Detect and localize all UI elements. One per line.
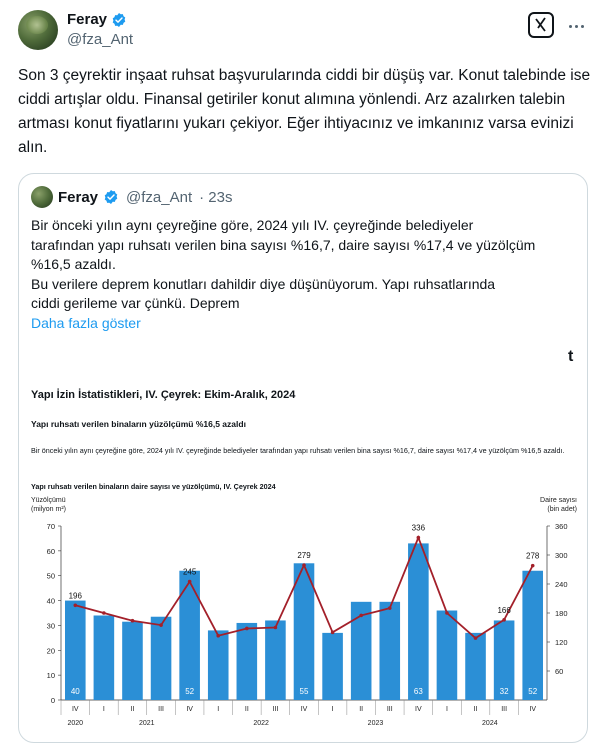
chart-bar <box>408 543 429 700</box>
report-title: Yapı İzin İstatistikleri, IV. Çeyrek: Ekim-Aralık, 2024 <box>31 389 296 401</box>
line-point <box>73 603 77 607</box>
left-tick-label: 60 <box>46 546 55 556</box>
bar-data-label: 52 <box>528 687 538 696</box>
left-tick-label: 30 <box>46 621 55 631</box>
quoted-tweet-body <box>31 216 576 314</box>
quoted-timestamp: · 23s <box>199 188 233 206</box>
chart-bar <box>437 611 458 700</box>
line-point <box>159 623 163 627</box>
quoted-text-line: Bir önceki yılın aynı çeyreğine göre, 2024 yılı IV. çeyreğinde belediyeler <box>31 217 474 233</box>
verified-badge-icon <box>111 12 127 28</box>
right-tick-label: 120 <box>555 638 568 647</box>
right-tick-label: 360 <box>555 522 568 531</box>
quoted-author-name: Feray <box>58 188 99 206</box>
chart-bar <box>94 615 115 700</box>
line-data-label: 279 <box>297 551 311 561</box>
line-point <box>359 614 363 618</box>
author-handle[interactable]: @fza_Ant <box>67 31 134 48</box>
right-tick-label: 300 <box>555 551 568 560</box>
x-tick-label: III <box>386 706 393 713</box>
x-year-label: 2020 <box>67 720 84 727</box>
cropped-glyph: t <box>568 348 574 365</box>
chart-bar <box>322 633 343 700</box>
tweet-header <box>18 10 598 54</box>
x-tick-label: I <box>445 706 448 713</box>
quoted-text-line: Bu verilere deprem konutları dahildir diye düşünüyorum. Yapı ruhsatlarında <box>31 275 496 292</box>
x-tick-label: IV <box>415 706 422 713</box>
x-tick-label: I <box>217 706 220 713</box>
right-tick-label: 180 <box>555 609 568 618</box>
line-point <box>388 606 392 610</box>
left-tick-label: 10 <box>46 671 55 681</box>
bar-data-label: 55 <box>299 687 309 696</box>
x-tick-label: I <box>331 706 334 713</box>
quoted-author-handle: @fza_Ant <box>126 188 193 206</box>
left-tick-label: 40 <box>46 596 55 606</box>
line-point <box>216 634 220 638</box>
report-subtitle: Yapı ruhsatı verilen binaların yüzölçümü %16,5 azaldı <box>31 419 246 429</box>
line-point <box>445 611 449 615</box>
chart-title: Yapı ruhsatı verilen binaların daire sayısı ve yüzölçümü, IV. Çeyrek 2024 <box>31 482 276 491</box>
line-point <box>417 536 421 540</box>
chart-bar <box>522 571 543 700</box>
line-point <box>245 627 249 631</box>
line-point <box>131 619 135 623</box>
x-tick-label: II <box>130 706 135 713</box>
line-data-label: 196 <box>68 591 82 601</box>
x-year-label: 2024 <box>482 720 498 727</box>
more-options-icon[interactable] <box>564 14 588 38</box>
quoted-text-line: tarafından yapı ruhsatı verilen bina sayısı %16,7, daire sayısı %17,4 ve yüzölçüm <box>31 236 536 253</box>
grok-icon[interactable] <box>528 12 554 38</box>
x-tick-label: IV <box>529 706 537 713</box>
x-tick-label: II <box>359 706 364 713</box>
bar-data-label: 40 <box>70 687 80 696</box>
bar-data-label: 63 <box>413 687 423 696</box>
line-point <box>502 618 506 622</box>
line-point <box>274 626 278 630</box>
line-data-label: 245 <box>182 567 197 577</box>
line-point <box>331 631 335 635</box>
x-tick-label: III <box>501 706 508 713</box>
x-tick-label: III <box>272 706 279 713</box>
line-point <box>188 580 192 584</box>
author-avatar[interactable] <box>18 10 58 50</box>
x-year-label: 2022 <box>253 720 269 727</box>
chart-bar <box>265 620 286 700</box>
x-tick-label: IV <box>186 706 193 713</box>
show-more-link[interactable]: Daha fazla göster <box>31 315 141 331</box>
line-point <box>302 563 306 567</box>
chart-bar <box>122 622 143 700</box>
right-tick-label: 240 <box>555 580 568 589</box>
x-year-label: 2021 <box>138 720 155 727</box>
left-tick-label: 0 <box>50 696 55 705</box>
quoted-tweet-header <box>31 186 232 208</box>
chart-bar <box>151 617 172 700</box>
left-axis-label: Yüzölçümü <box>31 497 66 504</box>
quoted-author-avatar <box>31 186 53 208</box>
right-tick-label: 60 <box>555 667 564 676</box>
chart-bar <box>65 601 86 700</box>
line-data-label: 166 <box>497 605 511 615</box>
x-tick-label: II <box>473 706 478 713</box>
line-data-label: 336 <box>411 523 426 533</box>
left-tick-label: 20 <box>46 646 55 656</box>
author-name-row <box>67 11 127 28</box>
left-tick-label: 70 <box>46 522 55 531</box>
left-axis-label: (milyon m²) <box>31 506 66 513</box>
bar-data-label: 32 <box>499 687 509 696</box>
x-tick-label: IV <box>71 706 79 713</box>
quoted-text-line: %16,5 azaldı. <box>31 256 116 272</box>
chart-bar <box>237 623 258 700</box>
chart-bar <box>379 602 400 700</box>
line-point <box>474 636 478 640</box>
quoted-tweet[interactable] <box>18 173 588 743</box>
x-year-label: 2023 <box>367 720 384 727</box>
x-tick-label: IV <box>300 706 308 713</box>
right-axis-label: Daire sayısı <box>540 497 577 504</box>
x-tick-label: I <box>102 706 105 713</box>
attached-report-image[interactable] <box>31 379 577 739</box>
bar-data-label: 52 <box>185 687 195 696</box>
line-point <box>102 611 106 615</box>
x-tick-label: II <box>244 706 249 713</box>
author-name[interactable]: Feray <box>67 11 108 28</box>
tweet-body: Son 3 çeyrektir inşaat ruhsat başvurularında ciddi bir düşüş var. Konut talebinde ise ciddi artışlar oldu. Finansal getiriler konut alımına yönlendi. Arz azalırken talebin artması konut fiyatlarını yukarı çekiyor. Eğer ihtiyacınız ve imkanınız varsa evinizi alın. <box>18 67 591 156</box>
quoted-text-line: ciddi gerileme var çünkü. Deprem <box>31 295 240 311</box>
chart-bar <box>208 630 229 700</box>
report-paragraph: Bir önceki yılın aynı çeyreğine göre, 2024 yılı IV. çeyreğinde belediyeler tarafından yapı ruhsatı verilen bina sayısı %16,7, daire sayısı %17,4 ve yüzölçüm %16,5 azaldı. <box>31 446 565 455</box>
combo-chart <box>31 492 577 739</box>
verified-badge-icon <box>103 189 119 205</box>
chart-bar <box>179 571 200 700</box>
x-tick-label: III <box>158 706 164 713</box>
chart-bar <box>465 633 486 700</box>
line-data-label: 278 <box>526 551 540 561</box>
right-axis-label: (bin adet) <box>547 506 577 513</box>
left-tick-label: 50 <box>46 571 55 581</box>
line-point <box>531 564 535 568</box>
